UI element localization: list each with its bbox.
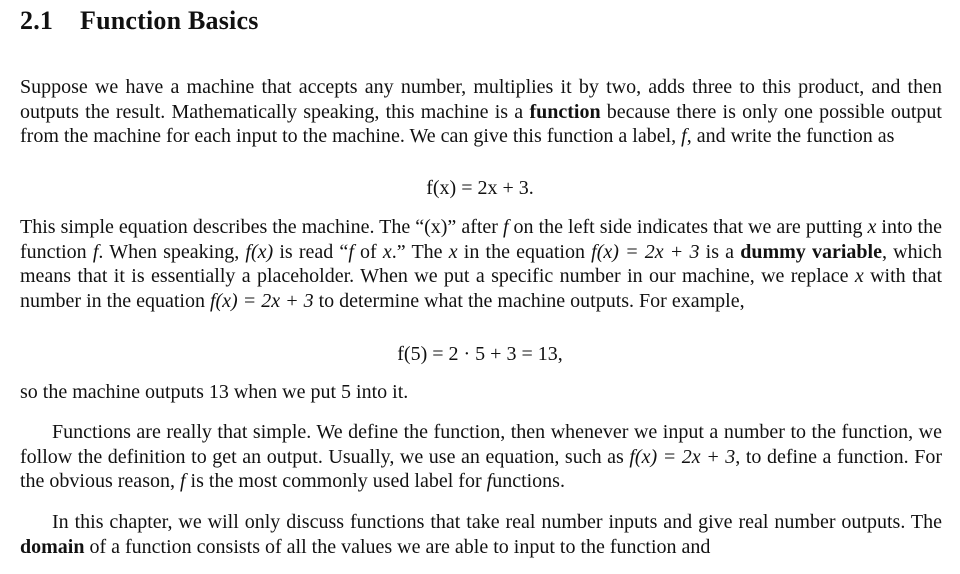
- paragraph-text: , and write the function as: [686, 125, 895, 148]
- paragraph-text: This simple equation describes the machine. The “(x)” after: [20, 216, 503, 238]
- term-dummy-variable: dummy variable: [740, 240, 882, 263]
- section-title: Function Basics: [80, 6, 259, 35]
- math-expr: f(x) = 2x + 3: [209, 290, 314, 313]
- math-var: f: [348, 240, 354, 263]
- section-heading: [20, 6, 259, 36]
- math-var: x: [867, 216, 877, 238]
- paragraph-text: , to define a function. For the obvious reason,: [20, 445, 942, 493]
- paragraph-text: In this chapter, we will only discuss functions that take real number inputs and give real number outputs. The: [52, 511, 942, 533]
- term-domain: domain: [20, 535, 85, 558]
- math-var: f: [681, 125, 687, 148]
- paragraph-text: on the left side indicates that we are putting: [508, 216, 868, 238]
- section-number: 2.1: [20, 6, 54, 35]
- math-var: f: [179, 470, 186, 493]
- paragraph-text: , which means that it is essentially a placeholder. When we put a specific number in our machine, we replace: [20, 240, 943, 288]
- math-expr: f(x) = 2x + 3: [629, 445, 736, 468]
- paragraph-text: of a function consists of all the values we are able to input to the function and: [84, 535, 711, 558]
- term-function: function: [529, 100, 601, 123]
- equation-example: f(5) = 2 · 5 + 3 = 13,: [397, 343, 563, 365]
- paragraph-explanation: [20, 215, 942, 314]
- paragraph-text: is the most commonly used label for: [185, 470, 487, 493]
- paragraph-text: is a: [699, 240, 741, 263]
- paragraph-simple: [20, 420, 942, 494]
- paragraph-domain: [20, 510, 942, 559]
- paragraph-text: in the equation: [457, 240, 592, 263]
- paragraph-text: to determine what the machine outputs. For example,: [313, 290, 745, 313]
- paragraph-text: Functions are really that simple. We define the function, then whenever we input a number to the function, we follow the definition to get an output. Usually, we use an equation, such as: [20, 421, 942, 468]
- math-var: f: [92, 240, 99, 263]
- paragraph-text: .” The: [391, 240, 449, 263]
- paragraph-text: into the function: [20, 216, 942, 263]
- math-var: x: [382, 240, 392, 263]
- math-expr: f(x): [245, 240, 274, 263]
- paragraph-text: unctions.: [492, 470, 565, 493]
- paragraph-result: so the machine outputs 13 when we put 5 into it.: [20, 381, 409, 403]
- paragraph-text: with that number in the equation: [20, 265, 943, 313]
- paragraph-text: of: [353, 240, 383, 263]
- paragraph-text: . When speaking,: [98, 240, 246, 263]
- math-var: f: [486, 470, 493, 493]
- paragraph-text: is read “: [273, 240, 349, 263]
- equation-definition: f(x) = 2x + 3.: [426, 177, 534, 199]
- paragraph-text: because there is only one possible output from the machine for each input to the machine. We can give this function a label,: [20, 100, 942, 148]
- math-expr: f(x) = 2x + 3: [591, 240, 700, 263]
- paragraph-text: Suppose we have a machine that accepts any number, multiplies it by two, adds three to this product, and then outputs the result. Mathematically speaking, this machine is a: [20, 76, 942, 123]
- math-var: f: [502, 216, 509, 238]
- math-var: x: [854, 265, 864, 288]
- paragraph-intro: [20, 75, 942, 149]
- math-var: x: [448, 240, 458, 263]
